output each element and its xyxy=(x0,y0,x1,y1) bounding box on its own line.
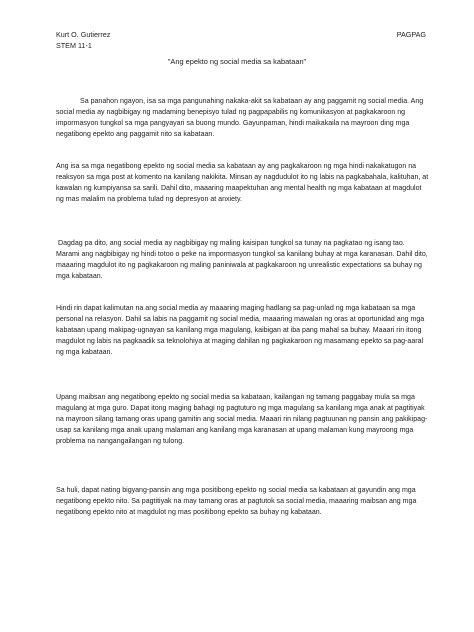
paragraph-1: Sa panahon ngayon, isa sa mga pangunahing nakaka-akit sa kabataan ay ang paggamit ng social media. Ang social media ay nagbibigay ng madaming benepisyo tulad ng pagpapabilis ng komunikasyon at pagkakaroon ng impormasyon tungkol sa mga pangyayari sa buong mundo. Gayunpaman, hindi maikakaila na mayroon ding mga negatibong epekto ang paggamit nito sa kabataan. xyxy=(56,98,424,139)
header-left xyxy=(56,29,110,51)
paragraph-4: Hindi rin dapat kalimutan na ang social media ay maaaring maging hadlang sa pag-unlad ng mga kabataan sa mga personal na relasyon. Dahil sa labis na paggamit ng social media, maaaring mawalan ng oras at oportunidad ang mga kabataan upang makipag-ugnayan sa kanilang mga magulang, kaibigan at iba pang mahal sa buhay. Maaari rin itong magdulot ng labis na pagkaadik sa teknolohiya at maging dahilan ng pagkakaroon ng masamang epekto sa pag-aaral ng mga kabataan. xyxy=(56,305,425,357)
author-name: Kurt O. Gutierrez xyxy=(56,30,111,39)
header-label: PAGPAG xyxy=(396,30,426,39)
paragraph-3: Dagdag pa dito, ang social media ay nagbibigay ng maling kaisipan tungkol sa tunay na pagkatao ng isang tao. Marami ang nagbibigay ng hindi totoo o peke na impormasyon tungkol sa kanilang buhay at mga karanasan. Dahil dito, maaaring magdulot ito ng pagkakaroon ng maling paniniwala at pagkakaroon ng unrealistic expectations sa buhay ng mga kabataan. xyxy=(56,240,428,281)
paragraph-5: Upang maibsan ang negatibong epekto ng social media sa kabataan, kailangan ng tamang paggabay mula sa mga magulang at mga guro. Dapat itong maging bahagi ng pagtuturo ng mga magulang sa kanilang mga anak at pagtitiyak na mayroon silang tamang oras upang gamitin ang social media. Maaari rin nilang pagtuunan ng pansin ang pakikipag-usap sa kanilang mga anak upang malaman ang kanilang mga karanasan at upang malaman kung mayroong mga problema na nangangailangan ng tulong. xyxy=(56,394,428,446)
paragraph-2: Ang isa sa mga negatibong epekto ng social media sa kabataan ay ang pagkakaroon ng mga hindi nakakatugon na reaksyon sa mga post at komento na kanilang nakikita. Minsan ay nagdudulot ito ng labis na pagkabahala, kalituhan, at kawalan ng kumpiyansa sa sarili. Dahil dito, maaaring maapektuhan ang mental health ng mga kabataan at magdulot ng mas malalim na problema tulad ng depresyon at anxiety. xyxy=(56,163,429,204)
document-title: "Ang epekto ng social media sa kabataan" xyxy=(167,57,307,66)
paragraph-6: Sa huli, dapat nating bigyang-pansin ang mga positibong epekto ng social media sa kabataan at gayundin ang mga negatibong epekto nito. Sa pagtitiyak na may tamang oras at pagtutok sa social media, maaaring maibsan ang mga negatibong epekto nito at magdulot ng mas positibong epekto sa buhay ng kabataan. xyxy=(56,487,417,517)
class-section: STEM 11-1 xyxy=(56,41,92,50)
